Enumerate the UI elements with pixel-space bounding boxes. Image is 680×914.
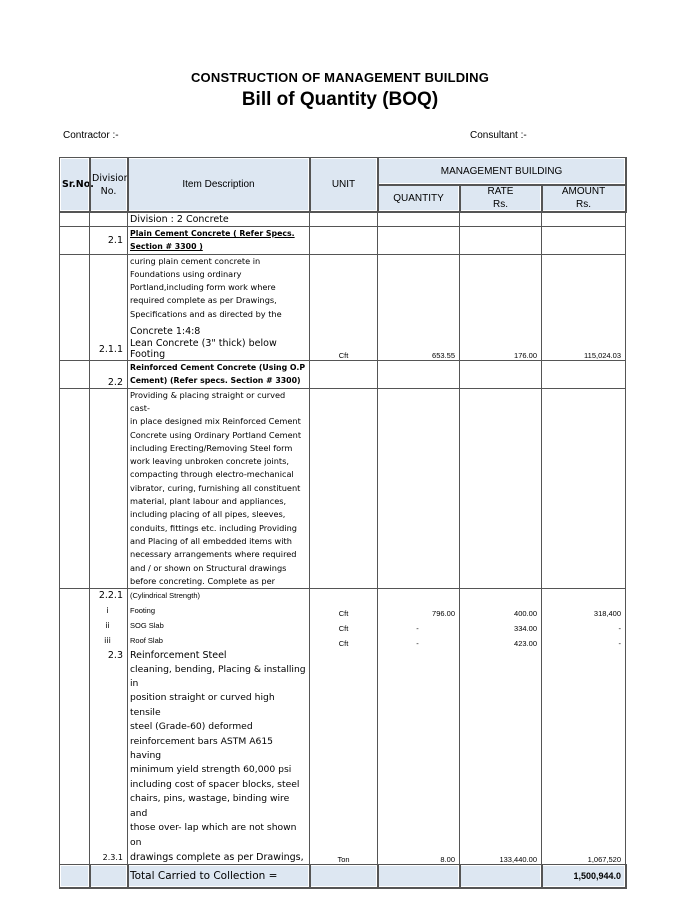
contractor-label: Contractor :- bbox=[63, 130, 119, 141]
col-division-header: Division No. bbox=[90, 158, 128, 212]
document-subtitle: Bill of Quantity (BOQ) bbox=[241, 89, 439, 110]
item-no: i bbox=[90, 603, 128, 618]
item-quantity: - bbox=[378, 618, 460, 633]
item-description: (Cylindrical Strength) bbox=[128, 589, 310, 603]
col-unit-header: UNIT bbox=[310, 158, 378, 212]
boq-table bbox=[59, 157, 626, 888]
total-amount: 1,500,944.0 bbox=[542, 865, 626, 888]
col-item-header: Item Description bbox=[128, 158, 310, 212]
item-rate: 334.00 bbox=[460, 618, 542, 633]
item-rate: 176.00 bbox=[460, 338, 542, 361]
item-amount: 1,067,520 bbox=[542, 850, 626, 865]
document-title: CONSTRUCTION OF MANAGEMENT BUILDING bbox=[190, 70, 490, 85]
item-no: 2.1 bbox=[90, 227, 128, 255]
item-description: Footing bbox=[128, 603, 310, 618]
item-description: Lean Concrete (3" thick) below Footing bbox=[128, 338, 310, 361]
col-quantity-header: QUANTITY bbox=[378, 185, 460, 212]
item-rate: 133,440.00 bbox=[460, 850, 542, 865]
col-sr-header: Sr.No. bbox=[60, 158, 90, 212]
item-no: ii bbox=[90, 618, 128, 633]
consultant-label: Consultant :- bbox=[470, 130, 527, 141]
item-no: 2.2 bbox=[90, 361, 128, 389]
item-description: Roof Slab bbox=[128, 633, 310, 648]
item-amount: 115,024.03 bbox=[542, 338, 626, 361]
item-description: drawings complete as per Drawings, bbox=[128, 850, 310, 865]
item-unit: Cft bbox=[310, 603, 378, 618]
item-description: cleaning, bending, Placing & installing in position straight or curved high tensile steel (Grade-60) deformed reinforcement bars ASTM A615 having minimum yield strength 60,000 psi including cost of spacer blocks, steel chairs, pins, wastage, binding wire and those over- lap which are not shown on bbox=[128, 663, 310, 850]
item-description: SOG Slab bbox=[128, 618, 310, 633]
division-heading: Division : 2 Concrete bbox=[128, 212, 310, 227]
item-title: Plain Cement Concrete ( Refer Specs. Section # 3300 ) bbox=[128, 227, 310, 255]
item-rate: 400.00 bbox=[460, 603, 542, 618]
item-amount: 318,400 bbox=[542, 603, 626, 618]
item-no: iii bbox=[90, 633, 128, 648]
col-rate-header: RATE Rs. bbox=[460, 185, 542, 212]
item-description: Providing & placing straight or curved cast- in place designed mix Reinforced Cement Concrete using Ordinary Portland Cement including Erecting/Removing Steel form work leaving unbroken concrete joints, compacting through electro-mechanical vibrator, curing, furnishing all constituent material, plant labour and appliances, including placing of all pipes, sleeves, conduits, fittings etc. including Providing and Placing of all embedded items with necessary arrangements where required and / or shown on Structural drawings before concreting. Complete as per bbox=[128, 388, 310, 588]
management-building-header: MANAGEMENT BUILDING bbox=[378, 158, 626, 185]
item-unit: Ton bbox=[310, 850, 378, 865]
item-rate: 423.00 bbox=[460, 633, 542, 648]
total-label: Total Carried to Collection = bbox=[128, 865, 310, 888]
item-title: Reinforced Cement Concrete (Using O.P Cement) (Refer specs. Section # 3300) bbox=[128, 361, 310, 389]
item-unit: Cft bbox=[310, 633, 378, 648]
item-description: curing plain cement concrete in Foundations using ordinary Portland,including form work where required complete as per Drawings, Specifications and as directed by the bbox=[128, 254, 310, 324]
item-unit: Cft bbox=[310, 618, 378, 633]
item-no: 2.3.1 bbox=[90, 850, 128, 865]
item-amount: - bbox=[542, 618, 626, 633]
item-quantity: - bbox=[378, 633, 460, 648]
item-no: 2.1.1 bbox=[90, 338, 128, 361]
item-no: 2.2.1 bbox=[90, 589, 128, 603]
item-quantity: 653.55 bbox=[378, 338, 460, 361]
item-quantity: 8.00 bbox=[378, 850, 460, 865]
item-quantity: 796.00 bbox=[378, 603, 460, 618]
item-amount: - bbox=[542, 633, 626, 648]
col-amount-header: AMOUNT Rs. bbox=[542, 185, 626, 212]
concrete-mix-label: Concrete 1:4:8 bbox=[128, 324, 310, 338]
item-title: Reinforcement Steel bbox=[128, 648, 310, 663]
item-no: 2.3 bbox=[90, 648, 128, 663]
item-unit: Cft bbox=[310, 338, 378, 361]
